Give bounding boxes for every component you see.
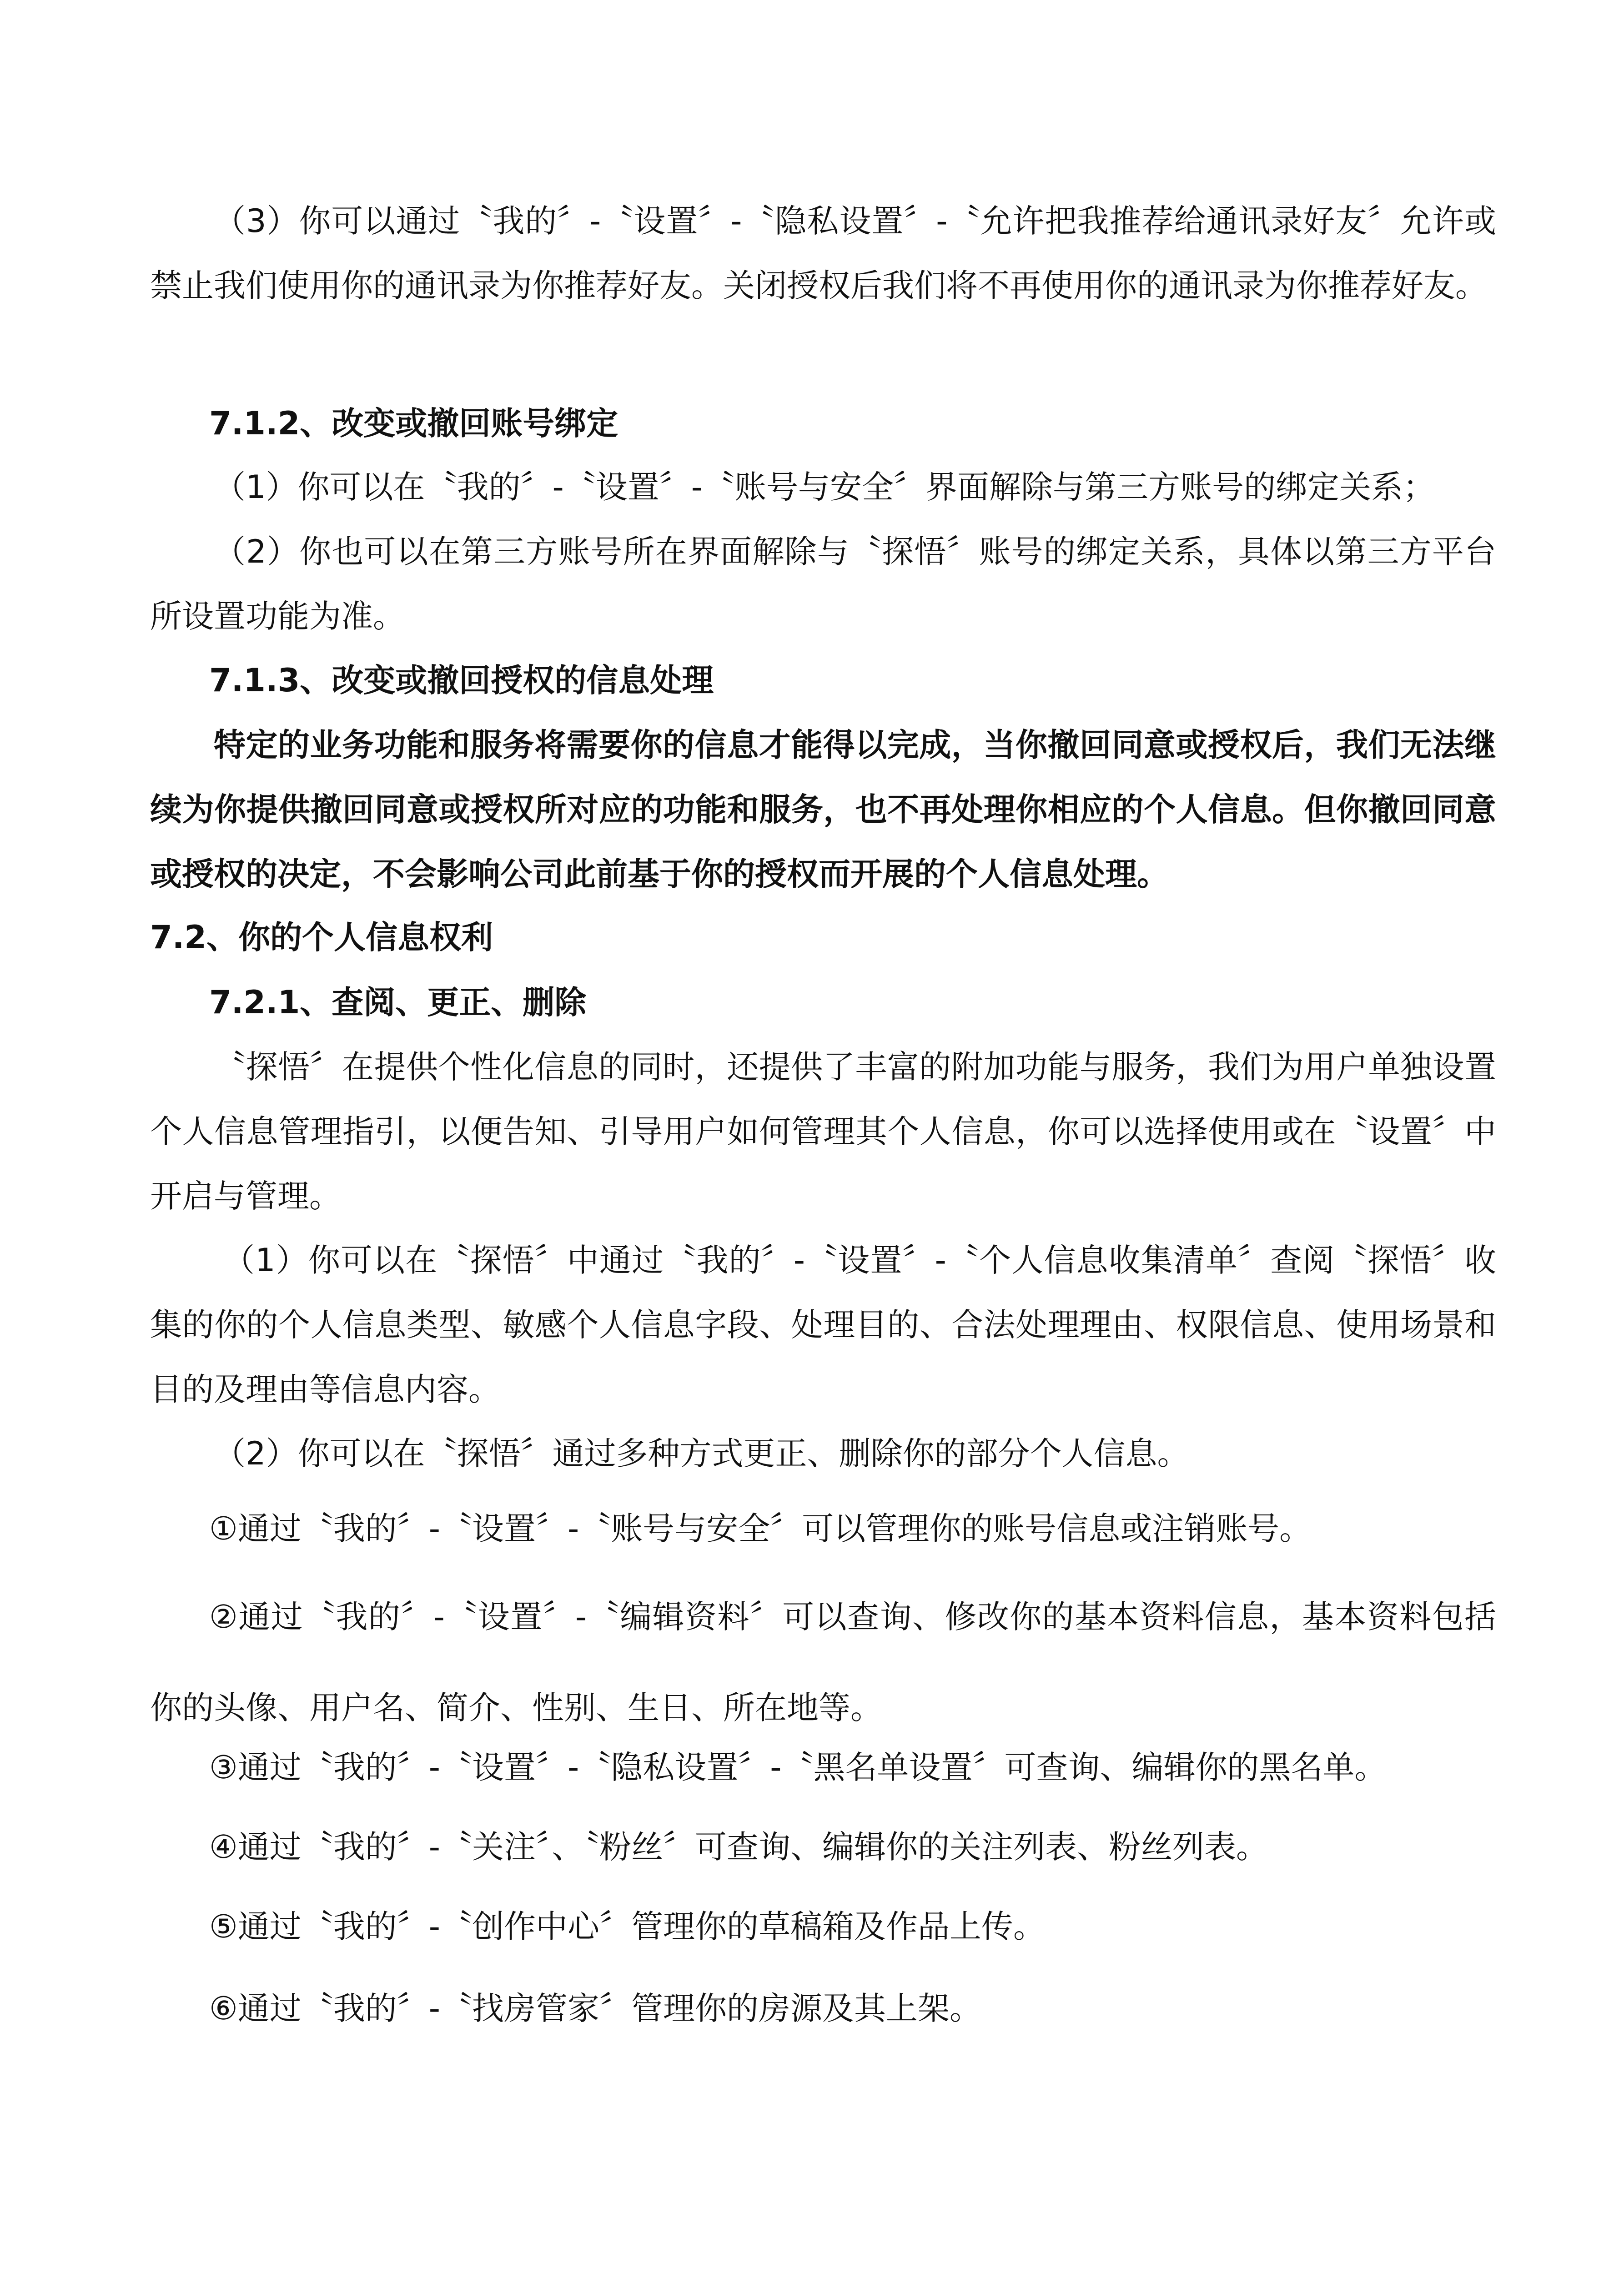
paragraph-personal-info-guide: 〝探悟〞在提供个性化信息的同时，还提供了丰富的附加功能与服务，我们为用户单独设置个人信息管理指引，以便告知、引导用户如何管理其个人信息，你可以选择使用或在〝设置〞中开启与管理。 xyxy=(150,1048,1496,1215)
list-item-house-manager: ⑥通过〝我的〞-〝找房管家〞管理你的房源及其上架。 xyxy=(209,1990,982,2027)
list-item-blacklist: ③通过〝我的〞-〝设置〞-〝隐私设置〞-〝黑名单设置〞可查询、编辑你的黑名单。 xyxy=(209,1749,1387,1786)
heading-7-1-3: 7.1.3、改变或撤回授权的信息处理 xyxy=(209,662,714,699)
list-item-edit-profile: ②通过〝我的〞-〝设置〞-〝编辑资料〞可以查询、修改你的基本资料信息，基本资料包括你的头像、用户名、简介、性别、生日、所在地等。 xyxy=(150,1598,1496,1726)
paragraph-info-collection-list: （1）你可以在〝探悟〞中通过〝我的〞-〝设置〞-〝个人信息收集清单〞查阅〝探悟〞收集的你的个人信息类型、敏感个人信息字段、处理目的、合法处理理由、权限信息、使用场景和目的及理由等信息内容。 xyxy=(150,1242,1496,1408)
heading-7-1-2: 7.1.2、改变或撤回账号绑定 xyxy=(209,405,618,442)
paragraph-correct-delete: （2）你可以在〝探悟〞通过多种方式更正、删除你的部分个人信息。 xyxy=(214,1435,1189,1472)
list-item-creation-center: ⑤通过〝我的〞-〝创作中心〞管理你的草稿箱及作品上传。 xyxy=(209,1908,1046,1945)
paragraph-withdraw-consent: 特定的业务功能和服务将需要你的信息才能得以完成，当你撤回同意或授权后，我们无法继续为你提供撤回同意或授权所对应的功能和服务，也不再处理你相应的个人信息。但你撤回同意或授权的决定，不会影响公司此前基于你的授权而开展的个人信息处理。 xyxy=(150,726,1496,893)
heading-7-2-1: 7.2.1、查阅、更正、删除 xyxy=(209,984,587,1021)
list-item-follow-fans: ④通过〝我的〞-〝关注〞、〝粉丝〞可查询、编辑你的关注列表、粉丝列表。 xyxy=(209,1828,1268,1866)
list-item-account-security: ①通过〝我的〞-〝设置〞-〝账号与安全〞可以管理你的账号信息或注销账号。 xyxy=(209,1510,1312,1547)
paragraph-unbind-account: （1）你可以在〝我的〞-〝设置〞-〝账号与安全〞界面解除与第三方账号的绑定关系； xyxy=(214,468,1435,506)
heading-7-2: 7.2、你的个人信息权利 xyxy=(150,919,493,956)
paragraph-third-party-unbind: （2）你也可以在第三方账号所在界面解除与〝探悟〞账号的绑定关系，具体以第三方平台所设置功能为准。 xyxy=(150,533,1496,635)
paragraph-privacy-recommend: （3）你可以通过〝我的〞-〝设置〞-〝隐私设置〞-〝允许把我推荐给通讯录好友〞允许或禁止我们使用你的通讯录为你推荐好友。关闭授权后我们将不再使用你的通讯录为你推荐好友。 xyxy=(150,202,1496,304)
